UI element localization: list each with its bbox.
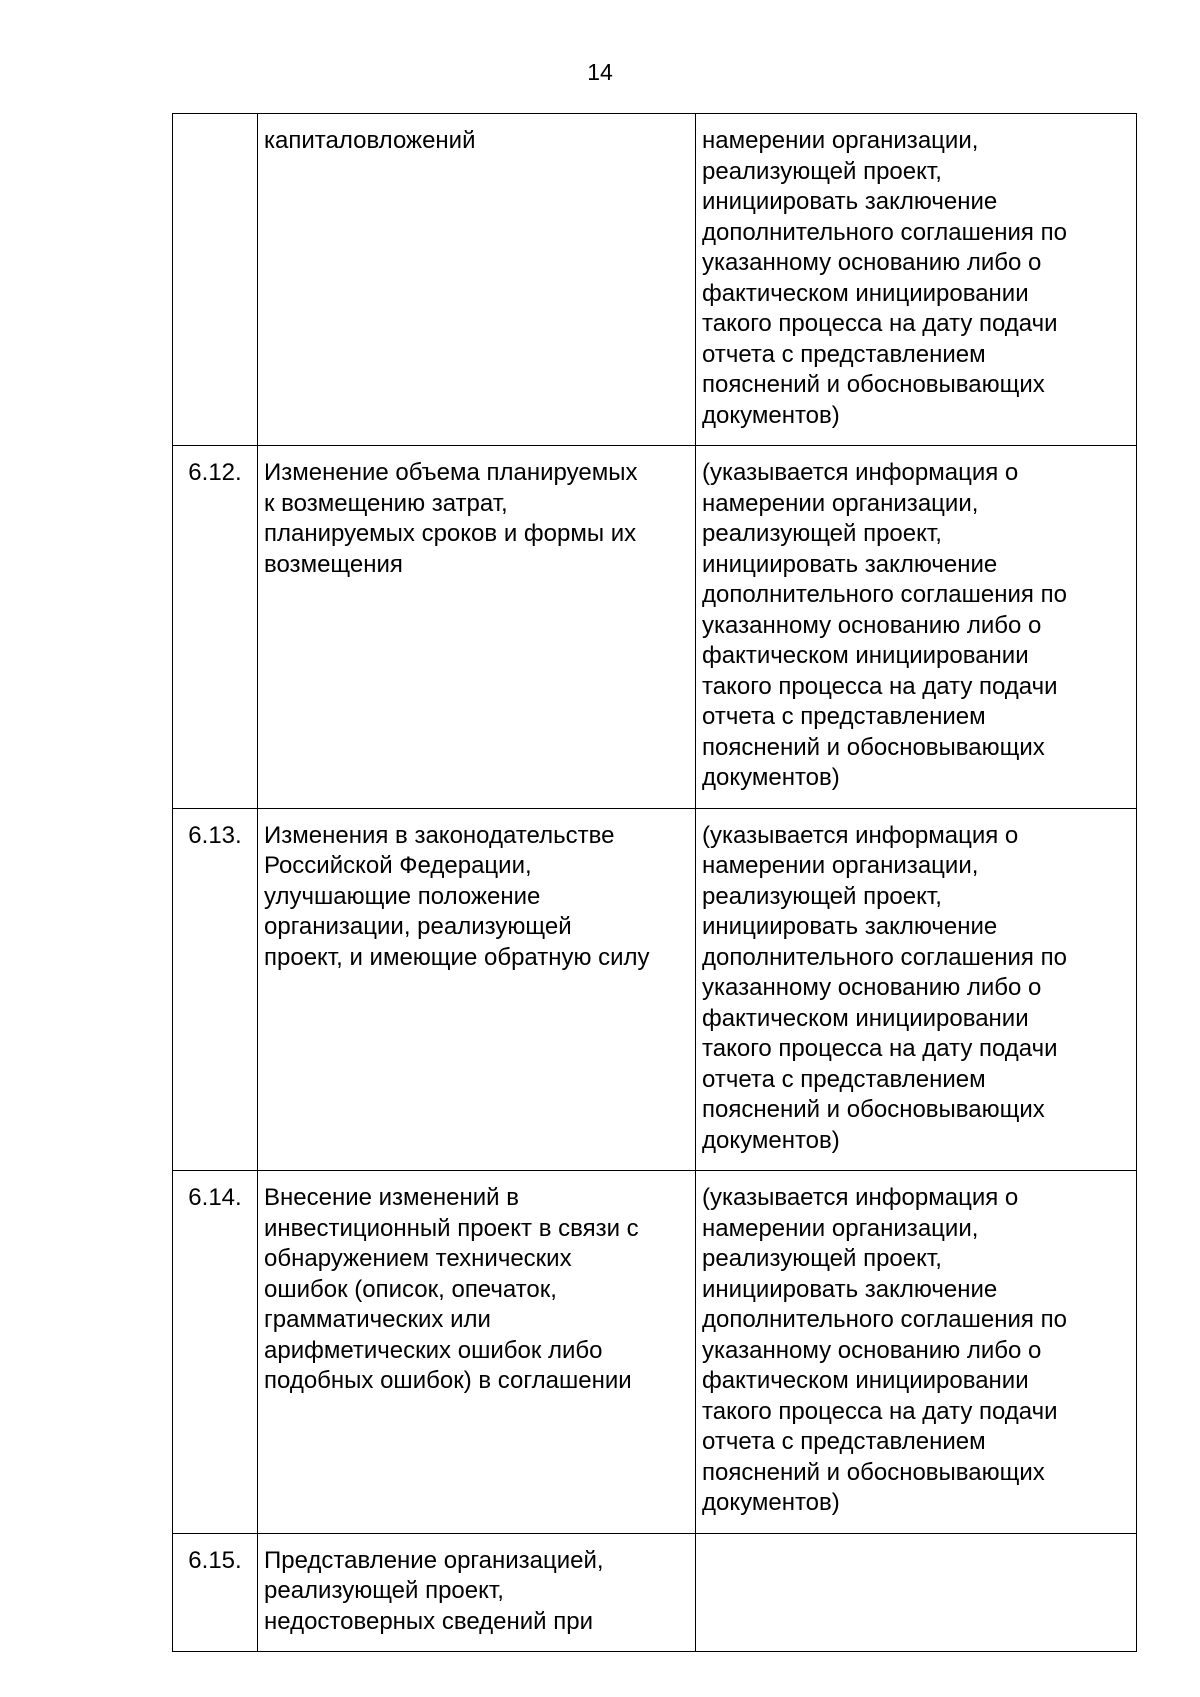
row-info-cell [696,808,1137,1171]
table-row [173,114,1137,446]
row-number-cell [173,446,258,809]
document-table [172,113,1137,1652]
row-number-cell [173,808,258,1171]
row-info-cell [696,1533,1137,1652]
row-description-cell [258,446,696,809]
table-row [173,1171,1137,1534]
row-number: 6.15. [188,1546,242,1574]
row-description-cell [258,1171,696,1534]
row-info-cell [696,114,1137,446]
table-row [173,808,1137,1171]
row-number: 6.14. [188,1184,242,1211]
table-row [173,446,1137,809]
row-info-cell [696,446,1137,809]
row-number: 6.12. [188,459,242,486]
row-info: (указывается информация о намерении организации, реализующей проект, инициировать заключение дополнительного соглашения по указанному основанию либо о фактическом инициировании такого процесса на дату подачи отчета с представлением пояснений и обосновывающих документов) [702,459,1067,791]
row-description-cell [258,808,696,1171]
row-description: Изменение объема планируемых к возмещению затрат, планируемых сроков и формы их возмещения [264,459,638,578]
row-description: Внесение изменений в инвестиционный проект в связи с обнаружением технических ошибок (описок, опечаток, грамматических или арифметических ошибок либо подобных ошибок) в соглашении [264,1184,639,1394]
row-description: капиталовложений [264,127,476,154]
row-description: Изменения в законодательстве Российской Федерации, улучшающие положение организации, реализующей проект, и имеющие обратную силу [264,821,650,971]
row-description-cell [258,1533,696,1652]
row-info: намерении организации, реализующей проект, инициировать заключение дополнительного соглашения по указанному основанию либо о фактическом инициировании такого процесса на дату подачи отчета с представлением пояснений и обосновывающих документов) [702,127,1067,429]
row-number-cell [173,1171,258,1534]
row-description: Представление организацией, реализующей проект, недостоверных сведений при [264,1546,604,1635]
row-description-cell [258,114,696,446]
row-info: (указывается информация о намерении организации, реализующей проект, инициировать заключение дополнительного соглашения по указанному основанию либо о фактическом инициировании такого процесса на дату подачи отчета с представлением пояснений и обосновывающих документов) [702,1184,1067,1516]
row-info-cell [696,1171,1137,1534]
row-number-cell [173,114,258,446]
row-number-cell [173,1533,258,1652]
page-number: 14 [587,59,613,85]
row-number: 6.13. [188,821,242,849]
row-info: (указывается информация о намерении организации, реализующей проект, инициировать заключение дополнительного соглашения по указанному основанию либо о фактическом инициировании такого процесса на дату подачи отчета с представлением пояснений и обосновывающих документов) [702,821,1067,1154]
table-row [173,1533,1137,1652]
